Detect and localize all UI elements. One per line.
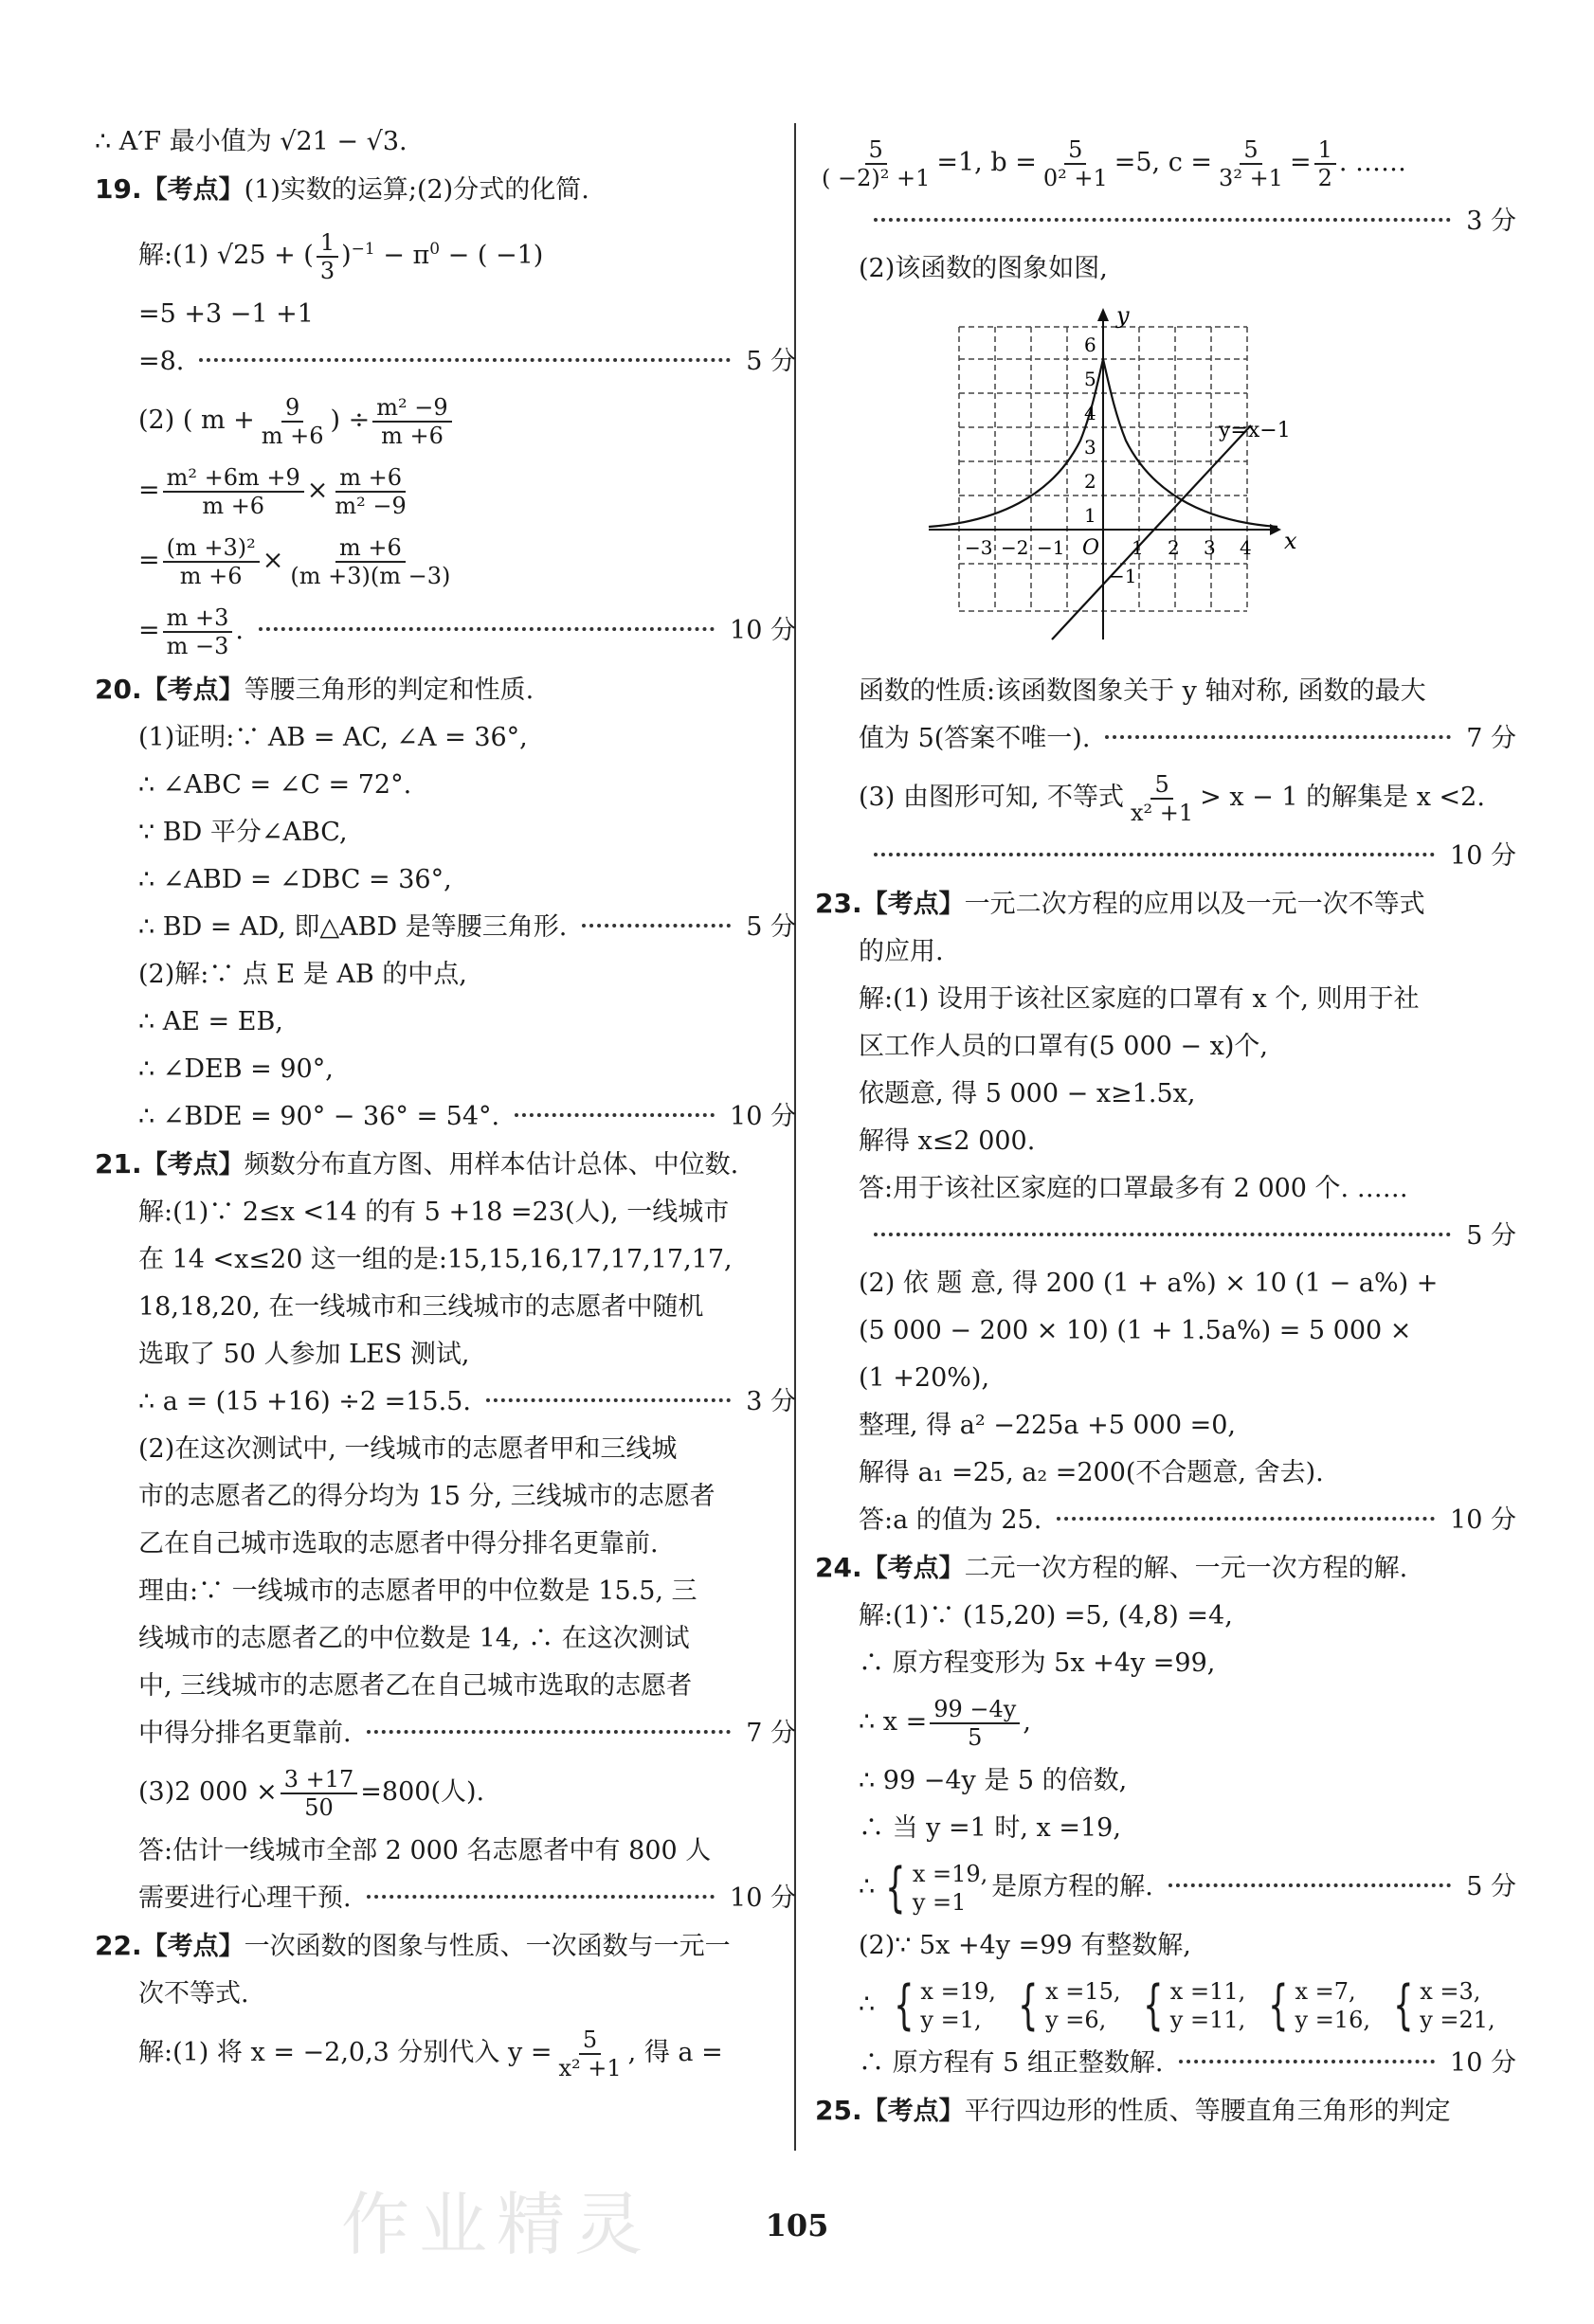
line-y-x-minus-1 bbox=[1052, 425, 1251, 640]
q20-line8: ∴ ∠DEB = 90°, bbox=[138, 1054, 334, 1084]
page-number: 105 bbox=[765, 2207, 829, 2243]
svg-text:−2: −2 bbox=[1001, 536, 1029, 559]
svg-text:5: 5 bbox=[1084, 368, 1096, 390]
q23-score2: 答:a 的值为 25. 10 分 bbox=[859, 1505, 1516, 1535]
q20-line3: ∵ BD 平分∠ABC, bbox=[138, 818, 348, 847]
q19-line2: =5 +3 −1 +1 bbox=[138, 299, 314, 329]
q23-line1: 解:(1) 设用于该社区家庭的口罩有 x 个, 则用于社 bbox=[859, 984, 1420, 1014]
q21-header: 21.【考点】频数分布直方图、用样本估计总体、中位数. bbox=[95, 1148, 739, 1180]
q20-line7: ∴ AE = EB, bbox=[138, 1007, 283, 1036]
q21-line14: 答:估计一线城市全部 2 000 名志愿者中有 800 人 bbox=[138, 1836, 712, 1865]
q19-line1: 解:(1) √25 + ( $\frac{1}{3}$ )$^{-1} - \pi^0$ − ( −1) bbox=[138, 228, 544, 284]
svg-text:2: 2 bbox=[1084, 470, 1096, 493]
q21-score3: 需要进行心理干预. 10 分 bbox=[138, 1883, 796, 1913]
q23-header-cont: 的应用. bbox=[859, 937, 944, 966]
q20-line4: ∴ ∠ABD = ∠DBC = 36°, bbox=[138, 865, 452, 894]
svg-text:3: 3 bbox=[1204, 536, 1216, 559]
q22-line1: 解:(1) 将 x = −2,0,3 分别代入 y = $\frac{5}{\text{x² +1}}$ , 得 a = bbox=[138, 2026, 723, 2081]
q20-header: 20.【考点】等腰三角形的判定和性质. bbox=[95, 674, 534, 705]
q22-abc-values: $\frac{5}{\text{( −2)² +1}}$ =1, b = $\frac{5}{\text{0² +1}}$ =5, c = $\frac{5}{\text{3² +1}}$ = $\frac{1}{2}$ . …… bbox=[822, 135, 1407, 191]
svg-text:4: 4 bbox=[1084, 402, 1096, 424]
q21-line13: (3)2 000 × $\frac{3 +17}{50}$ =800(人). bbox=[138, 1765, 485, 1821]
q21-line9: 理由:∵ 一线城市的志愿者甲的中位数是 15.5, 三 bbox=[138, 1576, 697, 1606]
q24-header: 24.【考点】二元一次方程的解、一元一次方程的解. bbox=[815, 1552, 1408, 1583]
q22-part3: (3) 由图形可知, 不等式 $\frac{5}{\text{x² +1}}$ > x − 1 的解集是 x <2. bbox=[859, 770, 1485, 826]
right-column bbox=[815, 128, 1516, 2135]
svg-text:1: 1 bbox=[1132, 536, 1144, 559]
q24-score1: ∴ { x =19, y =1 是原方程的解. 5 分 bbox=[859, 1856, 1516, 1919]
q23-line8: (1 +20%), bbox=[859, 1363, 990, 1393]
q20-score1: ∴ BD = AD, 即△ABD 是等腰三角形. 5 分 bbox=[138, 912, 796, 942]
line-label: y=x−1 bbox=[1219, 419, 1291, 442]
q21-line11: 中, 三线城市的志愿者乙在自己城市选取的志愿者 bbox=[138, 1671, 693, 1701]
q24-line1: 解:(1)∵ (15,20) =5, (4,8) =4, bbox=[859, 1601, 1233, 1630]
svg-text:6: 6 bbox=[1084, 333, 1096, 356]
svg-text:−1: −1 bbox=[1037, 536, 1065, 559]
q20-line1: (1)证明:∵ AB = AC, ∠A = 36°, bbox=[138, 723, 528, 752]
q21-line7: 市的志愿者乙的得分均为 15 分, 三线城市的志愿者 bbox=[138, 1482, 715, 1511]
svg-text:2: 2 bbox=[1168, 536, 1180, 559]
q22-score2: 值为 5(答案不唯一). 7 分 bbox=[859, 724, 1516, 753]
svg-text:4: 4 bbox=[1240, 536, 1252, 559]
q24-line5: ∴ 当 y =1 时, x =19, bbox=[859, 1813, 1121, 1843]
graph-svg bbox=[910, 298, 1308, 658]
svg-text:1: 1 bbox=[1084, 504, 1096, 527]
q23-header: 23.【考点】一元二次方程的应用以及一元一次不等式 bbox=[815, 888, 1425, 919]
q25-header: 25.【考点】平行四边形的性质、等腰直角三角形的判定 bbox=[815, 2095, 1451, 2126]
q19-line5: = $\frac{\text{m² +6m +9}}{m +6}$ × $\frac{m +6}{\text{m² −9}}$ bbox=[138, 463, 407, 519]
q23-line9: 整理, 得 a² −225a +5 000 =0, bbox=[859, 1411, 1236, 1440]
q21-score2: 中得分排名更靠前. 7 分 bbox=[138, 1719, 796, 1748]
q23-line5: 答:用于该社区家庭的口罩最多有 2 000 个. …… bbox=[859, 1174, 1408, 1203]
q23-line6: (2) 依 题 意, 得 200 (1 + a%) × 10 (1 − a%) + bbox=[859, 1269, 1439, 1298]
q24-score2: ∴ 原方程有 5 组正整数解. 10 分 bbox=[859, 2048, 1516, 2078]
q21-line2: 在 14 <x≤20 这一组的是:15,15,16,17,17,17,17, bbox=[138, 1245, 733, 1274]
q22-score3: 10 分 bbox=[815, 833, 1516, 880]
q21-line3: 18,18,20, 在一线城市和三线城市的志愿者中随机 bbox=[138, 1292, 704, 1322]
q23-line7: (5 000 − 200 × 10) (1 + 1.5a%) = 5 000 × bbox=[859, 1316, 1412, 1345]
q20-score2: ∴ ∠BDE = 90° − 36° = 54°. 10 分 bbox=[138, 1102, 796, 1131]
q20-line2: ∴ ∠ABC = ∠C = 72°. bbox=[138, 770, 412, 800]
watermark: 作业精灵 bbox=[341, 2185, 653, 2264]
function-graph bbox=[910, 298, 1516, 662]
q19-header: 19.【考点】(1)实数的运算;(2)分式的化简. bbox=[95, 173, 589, 205]
svg-text:−3: −3 bbox=[965, 536, 993, 559]
q21-line10: 线城市的志愿者乙的中位数是 14, ∴ 在这次测试 bbox=[138, 1624, 690, 1653]
q23-line3: 依题意, 得 5 000 − x≥1.5x, bbox=[859, 1079, 1196, 1108]
q22-score1: 3 分 bbox=[815, 198, 1516, 245]
q21-score1: ∴ a = (15 +16) ÷2 =15.5. 3 分 bbox=[138, 1387, 796, 1416]
q21-line4: 选取了 50 人参加 LES 测试, bbox=[138, 1340, 470, 1369]
q19-line4: (2) ( m + $\frac{9}{m +6}$ ) ÷ $\frac{\text{m² −9}}{m +6}$ bbox=[95, 386, 796, 456]
q24-line2: ∴ 原方程变形为 5x +4y =99, bbox=[859, 1648, 1216, 1678]
q21-line8: 乙在自己城市选取的志愿者中得分排名更靠前. bbox=[138, 1529, 659, 1558]
q22-property1: 函数的性质:该函数图象关于 y 轴对称, 函数的最大 bbox=[859, 676, 1426, 706]
origin-label: O bbox=[1082, 536, 1100, 560]
q19-line6: = $\frac{\text{(m +3)²}}{m +6}$ × $\frac{m +6}{(m +3)(m -3)}$ bbox=[138, 533, 451, 589]
q21-line1: 解:(1)∵ 2≤x <14 的有 5 +18 =23(人), 一线城市 bbox=[138, 1198, 730, 1227]
y-axis-arrow bbox=[1097, 308, 1109, 321]
svg-text:−1: −1 bbox=[1109, 565, 1137, 587]
q22-graph-intro: (2)该函数的图象如图, bbox=[859, 254, 1108, 283]
q23-score1: 5 分 bbox=[815, 1213, 1516, 1260]
x-axis-label: x bbox=[1284, 528, 1297, 554]
q19-score1: =8. 5 分 bbox=[138, 347, 796, 376]
q22-header-cont: 次不等式. bbox=[138, 1979, 249, 2009]
q23-line4: 解得 x≤2 000. bbox=[859, 1126, 1036, 1156]
q24-line3: ∴ x = $\frac{99 -4y}{5}$ , bbox=[859, 1695, 1031, 1751]
q23-line10: 解得 a₁ =25, a₂ =200(不合题意, 舍去). bbox=[859, 1458, 1324, 1487]
svg-text:3: 3 bbox=[1084, 436, 1096, 459]
q21-line6: (2)在这次测试中, 一线城市的志愿者甲和三线城 bbox=[138, 1434, 678, 1464]
q23-line2: 区工作人员的口罩有(5 000 − x)个, bbox=[859, 1032, 1268, 1061]
q19-score2: = $\frac{m +3}{m -3}$ . 10 分 bbox=[138, 604, 796, 659]
left-column bbox=[95, 118, 796, 2088]
q18-conclusion: ∴ A′F 最小值为 √21 − √3. bbox=[95, 127, 408, 156]
q20-line6: (2)解:∵ 点 E 是 AB 的中点, bbox=[138, 960, 467, 989]
q22-header: 22.【考点】一次函数的图象与性质、一次函数与一元一 bbox=[95, 1930, 731, 1961]
q24-line7: (2)∵ 5x +4y =99 有整数解, bbox=[859, 1931, 1191, 1960]
y-axis-label: y bbox=[1116, 302, 1130, 329]
q24-line4: ∴ 99 −4y 是 5 的倍数, bbox=[859, 1766, 1128, 1795]
q24-solutions: ∴ { x =19, y =1, { x =15, y =6, { x =11, y =11, { x =7, y =16, { x =3, y =21, bbox=[859, 1973, 1495, 2036]
x-tick-labels bbox=[965, 536, 1252, 559]
